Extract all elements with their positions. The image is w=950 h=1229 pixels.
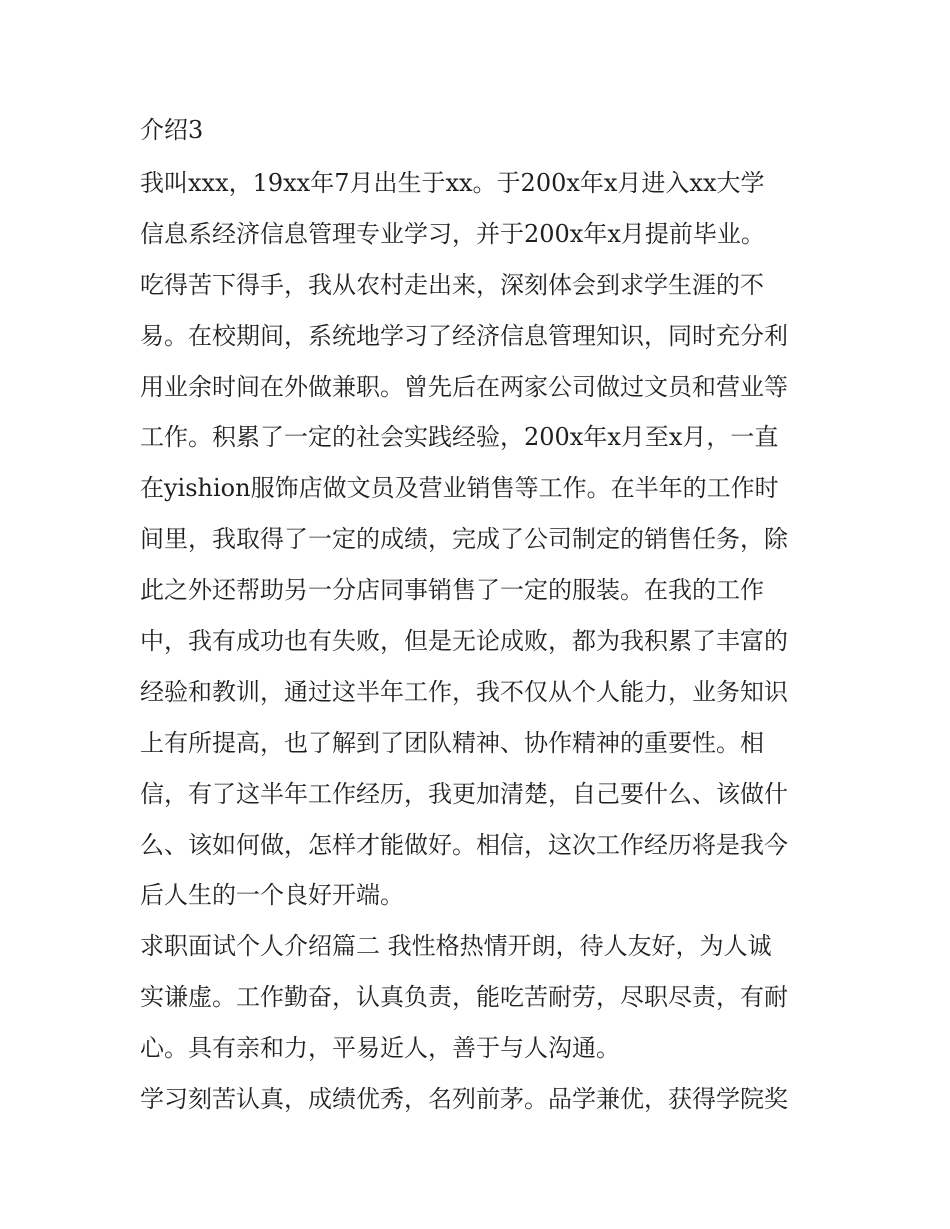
text-line: 我叫xxx，19xx年7月出生于xx。于200x年x月进入xx大学 — [140, 169, 765, 197]
text-line: 上有所提高，也了解到了团队精神、协作精神的重要性。相 — [140, 728, 764, 757]
text-line: 间里，我取得了一定的成绩，完成了公司制定的销售任务，除 — [140, 525, 788, 554]
text-line: 经验和教训，通过这半年工作，我不仅从个人能力，业务知识 — [140, 677, 788, 706]
text-line: 此之外还帮助另一分店同事销售了一定的服装。在我的工作 — [140, 576, 764, 605]
text-line: 实谦虚。工作勤奋，认真负责，能吃苦耐劳，尽职尽责，有耐 — [140, 983, 788, 1012]
text-line: 学习刻苦认真，成绩优秀，名列前茅。品学兼优，获得学院奖 — [140, 1085, 788, 1114]
text-line: 么、该如何做，怎样才能做好。相信，这次工作经历将是我今 — [140, 830, 788, 859]
text-line: 在yishion服饰店做文员及营业销售等工作。在半年的工作时 — [140, 474, 779, 503]
document-body — [140, 110, 820, 1130]
text-line: 心。具有亲和力，平易近人，善于与人沟通。 — [140, 1034, 620, 1063]
section-title: 介绍3 — [140, 116, 204, 144]
text-line: 易。在校期间，系统地学习了经济信息管理知识，同时充分利 — [140, 321, 788, 350]
text-line: 中，我有成功也有失败，但是无论成败，都为我积累了丰富的 — [140, 627, 788, 656]
text-line: 后人生的一个良好开端。 — [140, 881, 404, 910]
text-line: 吃得苦下得手，我从农村走出来，深刻体会到求学生涯的不 — [140, 270, 764, 299]
text-line: 信息系经济信息管理专业学习，并于200x年x月提前毕业。 — [140, 219, 765, 248]
text-line: 信，有了这半年工作经历，我更加清楚，自己要什么、该做什 — [140, 779, 788, 808]
text-line: 工作。积累了一定的社会实践经验，200x年x月至x月，一直 — [140, 423, 779, 452]
text-line: 求职面试个人介绍篇二 我性格热情开朗，待人友好，为人诚 — [140, 932, 772, 961]
text-line: 用业余时间在外做兼职。曾先后在两家公司做过文员和营业等 — [140, 372, 788, 401]
